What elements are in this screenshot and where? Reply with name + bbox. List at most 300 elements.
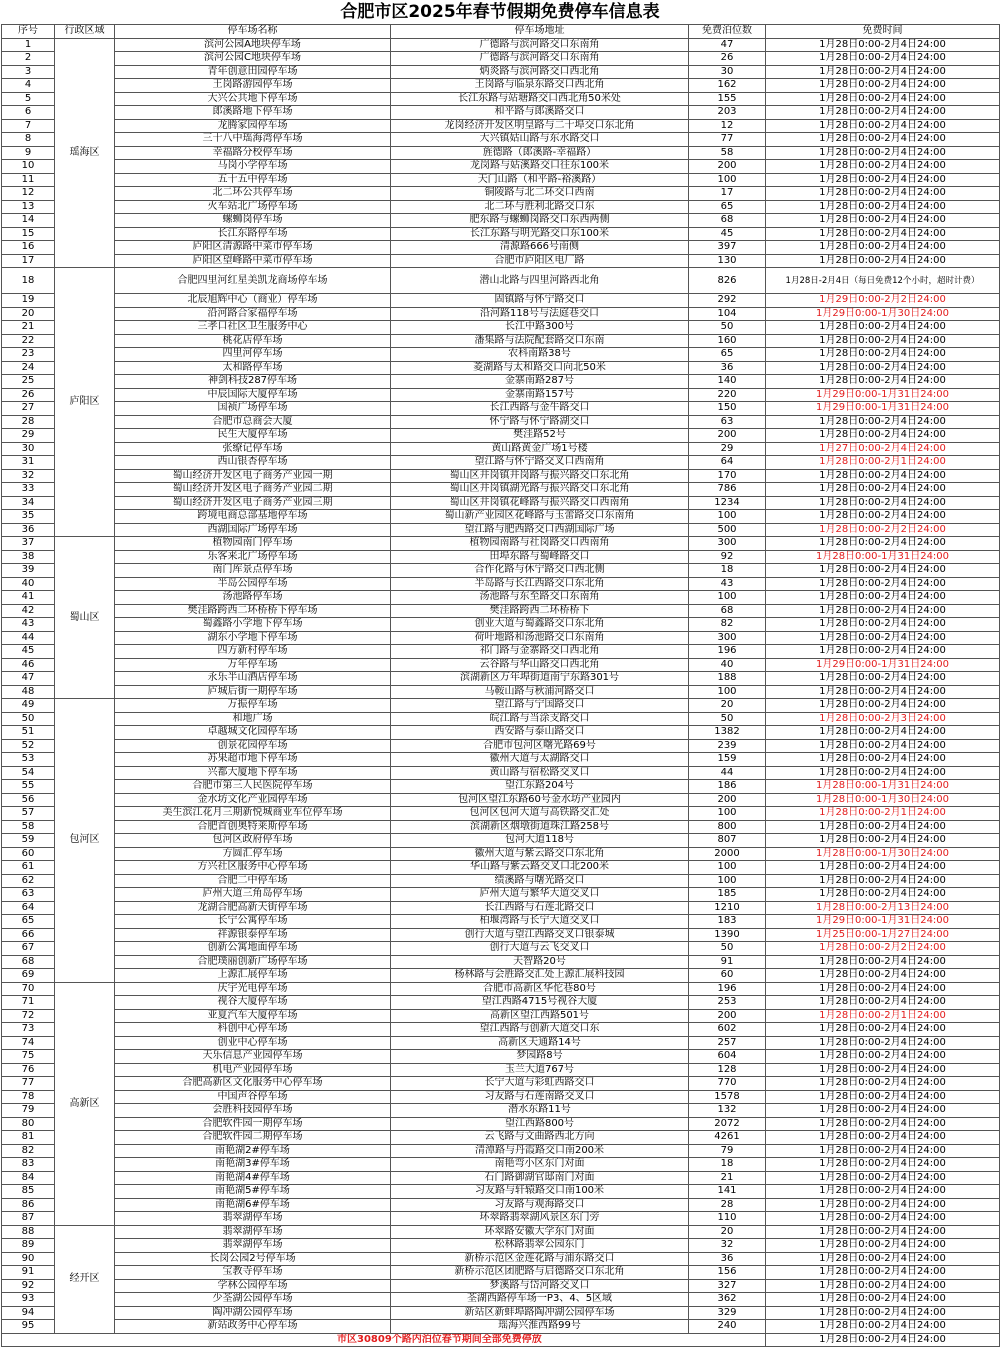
table-row bbox=[2, 173, 1000, 187]
row-index: 55 bbox=[2, 780, 55, 794]
free-time: 1月28日0:00-2月4日24:00 bbox=[766, 888, 1000, 902]
parking-address: 王岗路与临泉东路交口西北角 bbox=[391, 79, 689, 93]
free-spaces: 92 bbox=[689, 550, 766, 564]
row-index: 80 bbox=[2, 1117, 55, 1131]
row-index: 8 bbox=[2, 133, 55, 147]
free-spaces: 100 bbox=[689, 861, 766, 875]
free-time: 1月28日0:00-2月4日24:00 bbox=[766, 254, 1000, 268]
district-cell: 经开区 bbox=[55, 1225, 115, 1333]
parking-address: 望江西路与创新大道交口东 bbox=[391, 1023, 689, 1037]
table-row bbox=[2, 888, 1000, 902]
free-spaces: 240 bbox=[689, 1320, 766, 1334]
free-time: 1月28日0:00-2月4日24:00 bbox=[766, 1104, 1000, 1118]
row-index: 20 bbox=[2, 307, 55, 321]
parking-name: 南艳湖5#停车场 bbox=[115, 1185, 391, 1199]
row-index: 83 bbox=[2, 1158, 55, 1172]
parking-address: 旌德路（郎溪路-幸福路） bbox=[391, 146, 689, 160]
table-row bbox=[2, 227, 1000, 241]
row-index: 46 bbox=[2, 658, 55, 672]
free-spaces: 128 bbox=[689, 1063, 766, 1077]
row-index: 1 bbox=[2, 38, 55, 52]
parking-address: 固镇路与怀宁路交口 bbox=[391, 294, 689, 308]
free-spaces: 1210 bbox=[689, 901, 766, 915]
free-spaces: 1234 bbox=[689, 496, 766, 510]
district-cell: 高新区 bbox=[55, 982, 115, 1225]
parking-name: 南艳湖3#停车场 bbox=[115, 1158, 391, 1172]
table-row bbox=[2, 969, 1000, 983]
free-spaces: 18 bbox=[689, 1158, 766, 1172]
row-index: 53 bbox=[2, 753, 55, 767]
free-spaces: 327 bbox=[689, 1279, 766, 1293]
parking-name: 陶冲湖公园停车场 bbox=[115, 1306, 391, 1320]
parking-address: 新站区新蚌埠路陶冲湖公园停车场 bbox=[391, 1306, 689, 1320]
row-index: 59 bbox=[2, 834, 55, 848]
parking-address: 潘集路与法院配套路交口东南 bbox=[391, 334, 689, 348]
parking-address: 蜀山区井岗镇湖光路与振兴路交口东北角 bbox=[391, 483, 689, 497]
parking-name: 合肥市第三人民医院停车场 bbox=[115, 780, 391, 794]
parking-address: 樊洼路跨西二环桥桥下 bbox=[391, 604, 689, 618]
table-row bbox=[2, 1131, 1000, 1145]
table-row bbox=[2, 1293, 1000, 1307]
row-index: 42 bbox=[2, 604, 55, 618]
table-row bbox=[2, 1009, 1000, 1023]
free-spaces: 159 bbox=[689, 753, 766, 767]
free-spaces: 50 bbox=[689, 712, 766, 726]
free-spaces: 63 bbox=[689, 415, 766, 429]
row-index: 69 bbox=[2, 969, 55, 983]
footer-row bbox=[2, 1333, 1000, 1347]
parking-name: 郎溪路地下停车场 bbox=[115, 106, 391, 120]
parking-name: 半岛公园停车场 bbox=[115, 577, 391, 591]
parking-address: 望江西路4715号视谷大厦 bbox=[391, 996, 689, 1010]
free-time: 1月28日0:00-2月4日24:00 bbox=[766, 726, 1000, 740]
table-row bbox=[2, 699, 1000, 713]
table-row bbox=[2, 294, 1000, 308]
district-cell: 包河区 bbox=[55, 699, 115, 983]
parking-address: 包河大道118号 bbox=[391, 834, 689, 848]
parking-address: 南艳弯小区东门对面 bbox=[391, 1158, 689, 1172]
table-row bbox=[2, 1306, 1000, 1320]
parking-address: 创业大道与蜀鑫路交口东北角 bbox=[391, 618, 689, 632]
free-spaces: 68 bbox=[689, 604, 766, 618]
free-time: 1月29日0:00-1月31日24:00 bbox=[766, 402, 1000, 416]
table-row bbox=[2, 1050, 1000, 1064]
free-spaces: 100 bbox=[689, 685, 766, 699]
table-row bbox=[2, 874, 1000, 888]
row-index: 29 bbox=[2, 429, 55, 443]
parking-address: 梦溪路与岱河路交叉口 bbox=[391, 1279, 689, 1293]
row-index: 5 bbox=[2, 92, 55, 106]
free-spaces: 807 bbox=[689, 834, 766, 848]
table-row bbox=[2, 780, 1000, 794]
table-row bbox=[2, 1036, 1000, 1050]
row-index: 18 bbox=[2, 268, 55, 294]
table-row bbox=[2, 241, 1000, 255]
free-spaces: 4261 bbox=[689, 1131, 766, 1145]
free-time: 1月28日0:00-2月4日24:00 bbox=[766, 1279, 1000, 1293]
row-index: 22 bbox=[2, 334, 55, 348]
table-row bbox=[2, 187, 1000, 201]
parking-address: 清潭路与丹霞路交口南200米 bbox=[391, 1144, 689, 1158]
parking-name: 合肥软件园一期停车场 bbox=[115, 1117, 391, 1131]
free-time: 1月28日0:00-2月4日24:00 bbox=[766, 1063, 1000, 1077]
free-spaces: 160 bbox=[689, 334, 766, 348]
parking-address: 炳炎路与滨河路交口西北角 bbox=[391, 65, 689, 79]
free-time: 1月28日0:00-2月4日24:00 bbox=[766, 1131, 1000, 1145]
row-index: 25 bbox=[2, 375, 55, 389]
row-index: 90 bbox=[2, 1252, 55, 1266]
parking-address: 田埠东路与蜀峰路交口 bbox=[391, 550, 689, 564]
table-row bbox=[2, 1212, 1000, 1226]
parking-name: 亚夏汽车大厦停车场 bbox=[115, 1009, 391, 1023]
table-row bbox=[2, 861, 1000, 875]
parking-name: 蜀山经济开发区电子商务产业园二期 bbox=[115, 483, 391, 497]
table-row bbox=[2, 268, 1000, 294]
table-row bbox=[2, 1320, 1000, 1334]
row-index: 81 bbox=[2, 1131, 55, 1145]
row-index: 70 bbox=[2, 982, 55, 996]
parking-name: 苏果超市地下停车场 bbox=[115, 753, 391, 767]
row-index: 50 bbox=[2, 712, 55, 726]
row-index: 4 bbox=[2, 79, 55, 93]
table-row bbox=[2, 753, 1000, 767]
parking-address: 云谷路与华山路交口西北角 bbox=[391, 658, 689, 672]
parking-name: 马岗小学停车场 bbox=[115, 160, 391, 174]
free-time: 1月28日0:00-2月4日24:00 bbox=[766, 52, 1000, 66]
parking-address: 肥东路与螺蛳岗路交口东西两侧 bbox=[391, 214, 689, 228]
free-spaces: 253 bbox=[689, 996, 766, 1010]
free-spaces: 1578 bbox=[689, 1090, 766, 1104]
free-spaces: 362 bbox=[689, 1293, 766, 1307]
free-spaces: 43 bbox=[689, 577, 766, 591]
table-row bbox=[2, 1252, 1000, 1266]
free-time: 1月28日0:00-2月2日24:00 bbox=[766, 523, 1000, 537]
free-time: 1月28日0:00-2月4日24:00 bbox=[766, 982, 1000, 996]
row-index: 3 bbox=[2, 65, 55, 79]
free-time: 1月28日0:00-2月4日24:00 bbox=[766, 861, 1000, 875]
parking-name: 滨河公园C地块停车场 bbox=[115, 52, 391, 66]
row-index: 57 bbox=[2, 807, 55, 821]
table-row bbox=[2, 65, 1000, 79]
parking-address: 徽州大道与紫云路交口东北角 bbox=[391, 847, 689, 861]
parking-name: 螺蛳岗停车场 bbox=[115, 214, 391, 228]
free-spaces: 397 bbox=[689, 241, 766, 255]
free-spaces: 65 bbox=[689, 200, 766, 214]
table-row bbox=[2, 1077, 1000, 1091]
row-index: 78 bbox=[2, 1090, 55, 1104]
district-cell: 蜀山区 bbox=[55, 537, 115, 699]
parking-address: 合作化路与休宁路交口西北侧 bbox=[391, 564, 689, 578]
free-spaces: 58 bbox=[689, 146, 766, 160]
free-spaces: 220 bbox=[689, 388, 766, 402]
table-row bbox=[2, 146, 1000, 160]
parking-name: 祥源银泰停车场 bbox=[115, 928, 391, 942]
parking-name: 创景花园停车场 bbox=[115, 739, 391, 753]
free-spaces: 300 bbox=[689, 631, 766, 645]
free-spaces: 29 bbox=[689, 442, 766, 456]
free-time: 1月28日0:00-2月4日24:00 bbox=[766, 429, 1000, 443]
parking-name: 合肥软件园二期停车场 bbox=[115, 1131, 391, 1145]
row-index: 28 bbox=[2, 415, 55, 429]
table-row bbox=[2, 415, 1000, 429]
free-time: 1月28日0:00-2月4日24:00 bbox=[766, 537, 1000, 551]
free-spaces: 162 bbox=[689, 79, 766, 93]
parking-address: 农科南路38号 bbox=[391, 348, 689, 362]
parking-name: 三十八中瑶海湾停车场 bbox=[115, 133, 391, 147]
free-spaces: 200 bbox=[689, 1009, 766, 1023]
table-row bbox=[2, 942, 1000, 956]
table-row bbox=[2, 496, 1000, 510]
free-spaces: 50 bbox=[689, 321, 766, 335]
table-row bbox=[2, 523, 1000, 537]
parking-address: 龙岗经济开发区明皇路与二十埠交口东北角 bbox=[391, 119, 689, 133]
free-spaces: 65 bbox=[689, 348, 766, 362]
free-spaces: 200 bbox=[689, 793, 766, 807]
free-time: 1月28日0:00-2月4日24:00 bbox=[766, 106, 1000, 120]
free-spaces: 30 bbox=[689, 65, 766, 79]
parking-address: 高新区望江西路501号 bbox=[391, 1009, 689, 1023]
free-time: 1月28日0:00-2月4日24:00 bbox=[766, 1266, 1000, 1280]
free-spaces: 50 bbox=[689, 942, 766, 956]
row-index: 24 bbox=[2, 361, 55, 375]
parking-name: 长江东路停车场 bbox=[115, 227, 391, 241]
free-spaces: 20 bbox=[689, 1225, 766, 1239]
row-index: 95 bbox=[2, 1320, 55, 1334]
parking-address: 高新区天通路14号 bbox=[391, 1036, 689, 1050]
free-time: 1月29日0:00-2月2日24:00 bbox=[766, 294, 1000, 308]
free-time: 1月28日0:00-2月4日24:00 bbox=[766, 577, 1000, 591]
free-spaces: 196 bbox=[689, 645, 766, 659]
parking-address: 广德路与滨河路交口东南角 bbox=[391, 38, 689, 52]
parking-name: 美生滨江花月三期新悦城商业车位停车场 bbox=[115, 807, 391, 821]
free-spaces: 47 bbox=[689, 38, 766, 52]
row-index: 67 bbox=[2, 942, 55, 956]
parking-name: 少荃湖公园停车场 bbox=[115, 1293, 391, 1307]
parking-name: 大兴公共地下停车场 bbox=[115, 92, 391, 106]
parking-name: 南艳湖4#停车场 bbox=[115, 1171, 391, 1185]
parking-address: 滨湖新区万年埠街道南宁东路301号 bbox=[391, 672, 689, 686]
free-spaces: 770 bbox=[689, 1077, 766, 1091]
parking-name: 合肥二中停车场 bbox=[115, 874, 391, 888]
row-index: 63 bbox=[2, 888, 55, 902]
free-spaces: 130 bbox=[689, 254, 766, 268]
parking-name: 三孝口社区卫生服务中心 bbox=[115, 321, 391, 335]
table-row bbox=[2, 820, 1000, 834]
row-index: 44 bbox=[2, 631, 55, 645]
free-time: 1月28日0:00-2月4日24:00 bbox=[766, 591, 1000, 605]
parking-address: 广德路与滨河路交口东南角 bbox=[391, 52, 689, 66]
free-spaces: 200 bbox=[689, 160, 766, 174]
table-row bbox=[2, 645, 1000, 659]
free-time: 1月28日0:00-2月4日24:00 bbox=[766, 631, 1000, 645]
table-row bbox=[2, 1063, 1000, 1077]
row-index: 51 bbox=[2, 726, 55, 740]
table-row bbox=[2, 361, 1000, 375]
parking-name: 万振停车场 bbox=[115, 699, 391, 713]
parking-address: 合肥市庐阳区电厂路 bbox=[391, 254, 689, 268]
parking-name: 合肥高新区文化服务中心停车场 bbox=[115, 1077, 391, 1091]
row-index: 43 bbox=[2, 618, 55, 632]
free-time: 1月28日0:00-2月4日24:00 bbox=[766, 348, 1000, 362]
row-index: 15 bbox=[2, 227, 55, 241]
footer-note: 市区30809个路内泊位春节期间全部免费停放 bbox=[2, 1333, 766, 1347]
free-time: 1月28日0:00-2月4日24:00 bbox=[766, 1050, 1000, 1064]
row-index: 73 bbox=[2, 1023, 55, 1037]
free-spaces: 156 bbox=[689, 1266, 766, 1280]
free-time: 1月28日0:00-2月4日24:00 bbox=[766, 820, 1000, 834]
free-time: 1月28日0:00-2月4日24:00 bbox=[766, 874, 1000, 888]
row-index: 82 bbox=[2, 1144, 55, 1158]
free-time: 1月28日0:00-2月1日24:00 bbox=[766, 1009, 1000, 1023]
header-district: 行政区域 bbox=[55, 25, 115, 39]
table-row bbox=[2, 254, 1000, 268]
free-time: 1月28日0:00-2月4日24:00 bbox=[766, 415, 1000, 429]
parking-name: 方圆汇停车场 bbox=[115, 847, 391, 861]
free-spaces: 36 bbox=[689, 361, 766, 375]
parking-address: 马鞍山路与秋浦河路交口 bbox=[391, 685, 689, 699]
free-time: 1月28日0:00-2月4日24:00 bbox=[766, 119, 1000, 133]
table-row bbox=[2, 712, 1000, 726]
row-index: 17 bbox=[2, 254, 55, 268]
parking-name: 湖东小学地下停车场 bbox=[115, 631, 391, 645]
free-spaces: 82 bbox=[689, 618, 766, 632]
parking-name: 沿河路合家福停车场 bbox=[115, 307, 391, 321]
table-row bbox=[2, 996, 1000, 1010]
parking-address: 瑶海兴淮西路99号 bbox=[391, 1320, 689, 1334]
parking-address: 蜀山新产业园区花峰路与玉蕾路交口东南角 bbox=[391, 510, 689, 524]
parking-address: 潜水东路11号 bbox=[391, 1104, 689, 1118]
parking-name: 宝教寺停车场 bbox=[115, 1266, 391, 1280]
free-time: 1月28日0:00-2月4日24:00 bbox=[766, 1090, 1000, 1104]
table-row bbox=[2, 1239, 1000, 1253]
parking-name: 汤池路停车场 bbox=[115, 591, 391, 605]
parking-address: 梦园路8号 bbox=[391, 1050, 689, 1064]
table-row bbox=[2, 1023, 1000, 1037]
parking-address: 望江路与肥西路交口西湖国际广场 bbox=[391, 523, 689, 537]
parking-name: 滨河公园A地块停车场 bbox=[115, 38, 391, 52]
parking-address: 天门山路（和平路-裕溪路） bbox=[391, 173, 689, 187]
row-index: 9 bbox=[2, 146, 55, 160]
parking-name: 万年停车场 bbox=[115, 658, 391, 672]
free-spaces: 604 bbox=[689, 1050, 766, 1064]
free-spaces: 91 bbox=[689, 955, 766, 969]
free-spaces: 602 bbox=[689, 1023, 766, 1037]
table-row bbox=[2, 726, 1000, 740]
free-time: 1月28日0:00-2月4日24:00 bbox=[766, 955, 1000, 969]
parking-address: 半岛路与长江西路交口东北角 bbox=[391, 577, 689, 591]
parking-name: 蜀山经济开发区电子商务产业园一期 bbox=[115, 469, 391, 483]
table-row bbox=[2, 1158, 1000, 1172]
parking-address: 蜀山区井岗镇花峰路与振兴路交口西南角 bbox=[391, 496, 689, 510]
free-time: 1月28日0:00-2月4日24:00 bbox=[766, 146, 1000, 160]
free-spaces: 100 bbox=[689, 173, 766, 187]
free-spaces: 292 bbox=[689, 294, 766, 308]
row-index: 31 bbox=[2, 456, 55, 470]
parking-address: 杨林路与会胜路交汇处上源汇展科技园 bbox=[391, 969, 689, 983]
free-time: 1月28日0:00-2月4日24:00 bbox=[766, 321, 1000, 335]
table-row bbox=[2, 79, 1000, 93]
parking-name: 樊洼路跨西二环桥桥下停车场 bbox=[115, 604, 391, 618]
free-spaces: 12 bbox=[689, 119, 766, 133]
row-index: 58 bbox=[2, 820, 55, 834]
row-index: 47 bbox=[2, 672, 55, 686]
free-time: 1月28日0:00-2月13日24:00 bbox=[766, 901, 1000, 915]
parking-name: 跨境电商总部基地停车场 bbox=[115, 510, 391, 524]
table-row bbox=[2, 1090, 1000, 1104]
free-spaces: 110 bbox=[689, 1212, 766, 1226]
parking-name: 机电产业园停车场 bbox=[115, 1063, 391, 1077]
parking-name: 火车站北广场停车场 bbox=[115, 200, 391, 214]
free-spaces: 170 bbox=[689, 469, 766, 483]
free-time: 1月28日0:00-2月4日24:00 bbox=[766, 766, 1000, 780]
row-index: 72 bbox=[2, 1009, 55, 1023]
free-spaces: 188 bbox=[689, 672, 766, 686]
table-row bbox=[2, 1198, 1000, 1212]
table-row bbox=[2, 92, 1000, 106]
parking-name: 翡翠湖停车场 bbox=[115, 1225, 391, 1239]
parking-address: 石门路御湖官邸南门对面 bbox=[391, 1171, 689, 1185]
parking-name: 桃花店停车场 bbox=[115, 334, 391, 348]
parking-address: 荃湖西路停车场一P3、4、5区域 bbox=[391, 1293, 689, 1307]
parking-address: 新桥示范区金莲花路与浦东路交口 bbox=[391, 1252, 689, 1266]
parking-name: 庐城后街一期停车场 bbox=[115, 685, 391, 699]
parking-address: 长江东路与明光路交口东100米 bbox=[391, 227, 689, 241]
parking-name: 幸福路分校停车场 bbox=[115, 146, 391, 160]
parking-name: 创业中心停车场 bbox=[115, 1036, 391, 1050]
parking-name: 科创中心停车场 bbox=[115, 1023, 391, 1037]
free-time: 1月29日0:00-1月30日24:00 bbox=[766, 307, 1000, 321]
row-index: 19 bbox=[2, 294, 55, 308]
table-row bbox=[2, 402, 1000, 416]
free-time: 1月28日0:00-2月4日24:00 bbox=[766, 469, 1000, 483]
parking-address: 合肥市高新区华佗巷80号 bbox=[391, 982, 689, 996]
parking-name: 中辰国际大厦停车场 bbox=[115, 388, 391, 402]
free-time: 1月28日0:00-2月4日24:00 bbox=[766, 1185, 1000, 1199]
free-spaces: 150 bbox=[689, 402, 766, 416]
parking-name: 方兴社区服务中心停车场 bbox=[115, 861, 391, 875]
row-index: 66 bbox=[2, 928, 55, 942]
parking-name: 张缭记停车场 bbox=[115, 442, 391, 456]
parking-name: 北辰旭辉中心（商业）停车场 bbox=[115, 294, 391, 308]
free-spaces: 32 bbox=[689, 1239, 766, 1253]
row-index: 76 bbox=[2, 1063, 55, 1077]
table-row bbox=[2, 307, 1000, 321]
parking-name: 长岗公园2号停车场 bbox=[115, 1252, 391, 1266]
row-index: 26 bbox=[2, 388, 55, 402]
parking-address: 长江西路与金牛路交口 bbox=[391, 402, 689, 416]
free-time: 1月28日0:00-2月4日24:00 bbox=[766, 564, 1000, 578]
row-index: 62 bbox=[2, 874, 55, 888]
parking-address: 长江东路与站塘路交口西北角50米处 bbox=[391, 92, 689, 106]
row-index: 45 bbox=[2, 645, 55, 659]
table-row bbox=[2, 483, 1000, 497]
parking-name: 南艳湖6#停车场 bbox=[115, 1198, 391, 1212]
free-time: 1月28日0:00-2月4日24:00 bbox=[766, 1320, 1000, 1334]
parking-name: 视谷大厦停车场 bbox=[115, 996, 391, 1010]
table-row bbox=[2, 1117, 1000, 1131]
row-index: 74 bbox=[2, 1036, 55, 1050]
parking-table bbox=[1, 24, 1000, 1347]
page-title: 合肥市区2025年春节假期免费停车信息表 bbox=[340, 2, 660, 22]
table-row bbox=[2, 442, 1000, 456]
row-index: 84 bbox=[2, 1171, 55, 1185]
parking-address: 长江西路与石莲北路交口 bbox=[391, 901, 689, 915]
free-time: 1月28日0:00-2月4日24:00 bbox=[766, 1171, 1000, 1185]
parking-address: 包河区包河大道与高铁路交汇处 bbox=[391, 807, 689, 821]
parking-address: 习友路与石莲南路交叉口 bbox=[391, 1090, 689, 1104]
parking-name: 兴都大厦地下停车场 bbox=[115, 766, 391, 780]
free-time: 1月28日0:00-2月4日24:00 bbox=[766, 160, 1000, 174]
